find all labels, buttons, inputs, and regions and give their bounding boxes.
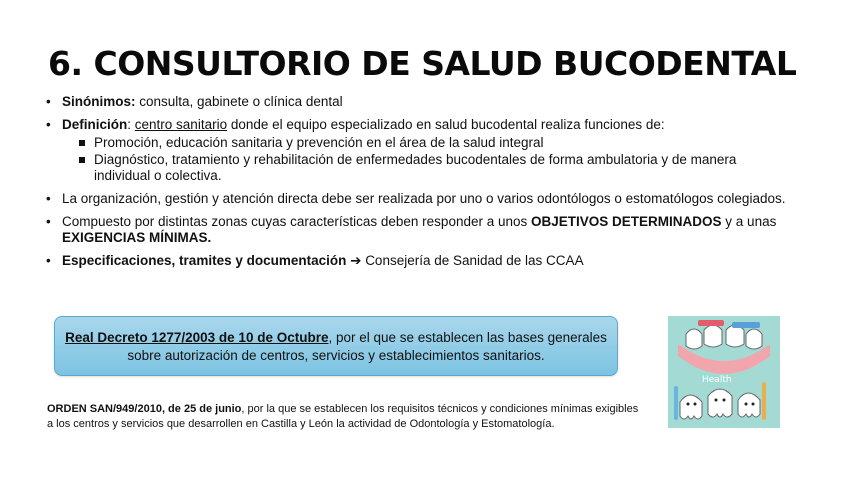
- zones-text-2: y a unas: [721, 214, 777, 229]
- synonyms-text: consulta, gabinete o clínica dental: [135, 94, 343, 109]
- decree-title: Real Decreto 1277/2003 de 10 de Octubre: [65, 330, 329, 345]
- zones-bold-1: OBJETIVOS DETERMINADOS: [531, 214, 722, 229]
- bullet-definition: [46, 117, 786, 184]
- sub-bullet-diagnosis: Diagnóstico, tratamiento y rehabilitación de enfermedades bucodentales de forma ambulatoria y de manera individual o colectiva.: [62, 152, 786, 184]
- definition-label: Definición: [62, 117, 128, 132]
- order-paragraph: [47, 402, 647, 432]
- zones-bold-2: EXIGENCIAS MÍNIMAS.: [62, 230, 212, 245]
- specifications-label: Especificaciones, tramites y documentación: [62, 253, 347, 268]
- bullet-organization: [46, 191, 786, 207]
- bullet-list: [46, 94, 786, 276]
- sub-bullet-promotion: Promoción, educación sanitaria y prevención en el área de la salud integral: [62, 135, 786, 151]
- definition-sublist: [62, 135, 786, 184]
- teeth-cartoon-icon: [668, 316, 780, 428]
- order-text: , por la que se establecen los requisitos técnicos y condiciones mínimas exigibles a los centros y servicios que desarrollen en Castilla y León la actividad de Odontología y Estomatología.: [47, 403, 639, 430]
- health-label: Health: [702, 375, 732, 385]
- decree-box: [54, 316, 618, 376]
- slide-title: 6. CONSULTORIO DE SALUD BUCODENTAL: [48, 44, 797, 83]
- organization-text: La organización, gestión y atención directa debe ser realizada por uno o varios odontólogos o estomatólogos colegiados.: [62, 191, 786, 206]
- decree-text: , por el que se establecen las bases generales sobre autorización de centros, servicios y establecimientos sanitarios.: [127, 330, 607, 363]
- bullet-specifications: [46, 253, 786, 269]
- zones-text-1: Compuesto por distintas zonas cuyas características deben responder a unos: [62, 214, 532, 229]
- synonyms-label: Sinónimos:: [62, 94, 136, 109]
- definition-colon: :: [127, 117, 135, 132]
- definition-text: donde el equipo especializado en salud bucodental realiza funciones de:: [227, 117, 665, 132]
- specifications-text: Consejería de Sanidad de las CCAA: [365, 253, 584, 268]
- arrow-icon: ➔: [346, 253, 366, 268]
- bullet-synonyms: [46, 94, 786, 110]
- dental-health-illustration: [668, 316, 780, 428]
- bullet-zones: [46, 214, 786, 246]
- definition-underlined-term: centro sanitario: [134, 117, 228, 132]
- order-title: ORDEN SAN/949/2010, de 25 de junio: [47, 403, 242, 415]
